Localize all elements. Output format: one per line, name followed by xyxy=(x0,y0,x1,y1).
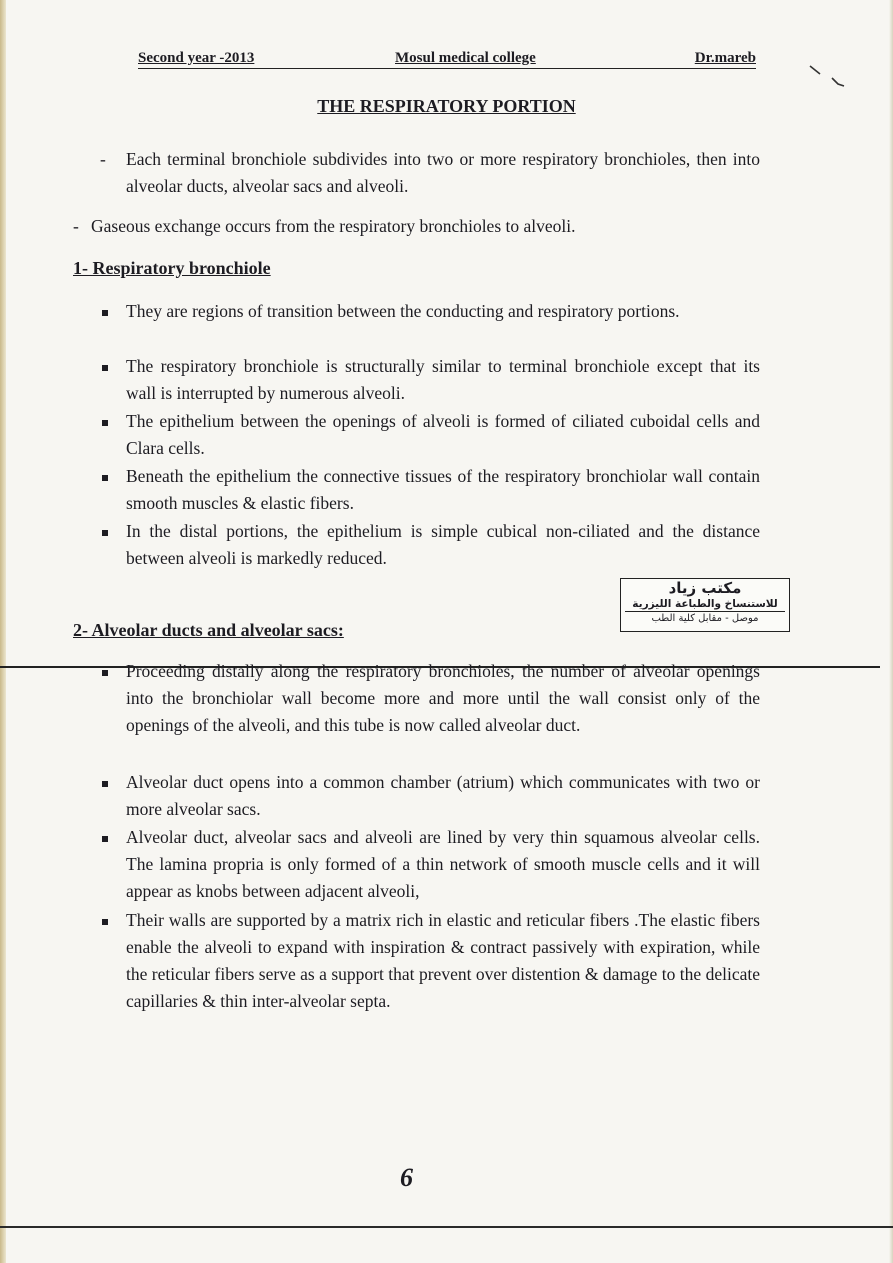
bullet-marker xyxy=(102,919,108,925)
intro-paragraph-1: Each terminal bronchiole subdivides into two or more respiratory bronchioles, then into alveolar ducts, alveolar sacs and alveoli. xyxy=(126,149,760,196)
bullet-marker xyxy=(102,781,108,787)
section2-bullet-2: Alveolar duct opens into a common chamber (atrium) which communicates with two or more alveolar sacs. xyxy=(126,772,760,819)
print-shop-stamp xyxy=(620,578,790,632)
stamp-services: للاستنساخ والطباعة الليزرية xyxy=(632,598,778,610)
bullet-marker xyxy=(102,670,108,676)
section1-bullet-3: The epithelium between the openings of alveoli is formed of ciliated cuboidal cells and Clara cells. xyxy=(126,411,760,458)
bullet-marker xyxy=(102,530,108,536)
page-header xyxy=(138,44,756,69)
page-title: THE RESPIRATORY PORTION xyxy=(317,96,576,116)
section-heading-respiratory-bronchiole: 1- Respiratory bronchiole xyxy=(73,258,271,278)
page-bottom-border xyxy=(0,1226,893,1228)
section-heading-alveolar-ducts: 2- Alveolar ducts and alveolar sacs: xyxy=(73,620,344,640)
dash-marker: - xyxy=(100,149,106,169)
intro-paragraph-2: Gaseous exchange occurs from the respiratory bronchioles to alveoli. xyxy=(91,216,576,236)
section2-bullet-3: Alveolar duct, alveolar sacs and alveoli are lined by very thin squamous alveolar cells. The lamina propria is only formed of a thin network of smooth muscle cells and it will appear as knobs between adjacent alveoli, xyxy=(126,827,760,901)
bullet-marker xyxy=(102,365,108,371)
dash-marker: - xyxy=(73,216,79,236)
section1-bullet-2: The respiratory bronchiole is structurally similar to terminal bronchiole except that its wall is interrupted by numerous alveoli. xyxy=(126,356,760,403)
header-author: Dr.mareb xyxy=(694,50,756,66)
stamp-location: موصل - مقابل كلية الطب xyxy=(625,611,785,626)
bullet-marker xyxy=(102,475,108,481)
bullet-marker xyxy=(102,836,108,842)
header-college: Mosul medical college xyxy=(395,50,536,66)
page-number: 6 xyxy=(400,1163,413,1192)
header-year: Second year -2013 xyxy=(138,50,255,66)
stamp-shop-name: مكتب زياد xyxy=(668,579,742,597)
bullet-marker xyxy=(102,420,108,426)
pen-scribble-mark xyxy=(808,62,848,92)
section2-bullet-4: Their walls are supported by a matrix rich in elastic and reticular fibers .The elastic fibers enable the alveoli to expand with inspiration & contract passively with expiration, while the reticular fibers serve as a support that prevent over distention & damage to the delicate capillaries & thin inter-alveolar septa. xyxy=(126,910,760,1011)
page-edge-right xyxy=(889,0,893,1263)
section1-bullet-4: Beneath the epithelium the connective tissues of the respiratory bronchiolar wall contain smooth muscles & elastic fibers. xyxy=(126,466,760,513)
section1-bullet-5: In the distal portions, the epithelium is simple cubical non-ciliated and the distance between alveoli is markedly reduced. xyxy=(126,521,760,568)
section1-bullet-1: They are regions of transition between the conducting and respiratory portions. xyxy=(126,301,680,321)
page-edge-left xyxy=(0,0,6,1263)
bullet-marker xyxy=(102,310,108,316)
section2-bullet-1: Proceeding distally along the respiratory bronchioles, the number of alveolar openings into the bronchiolar wall become more and more until the wall consist only of the openings of the alveoli, and this tube is now called alveolar duct. xyxy=(126,661,760,735)
